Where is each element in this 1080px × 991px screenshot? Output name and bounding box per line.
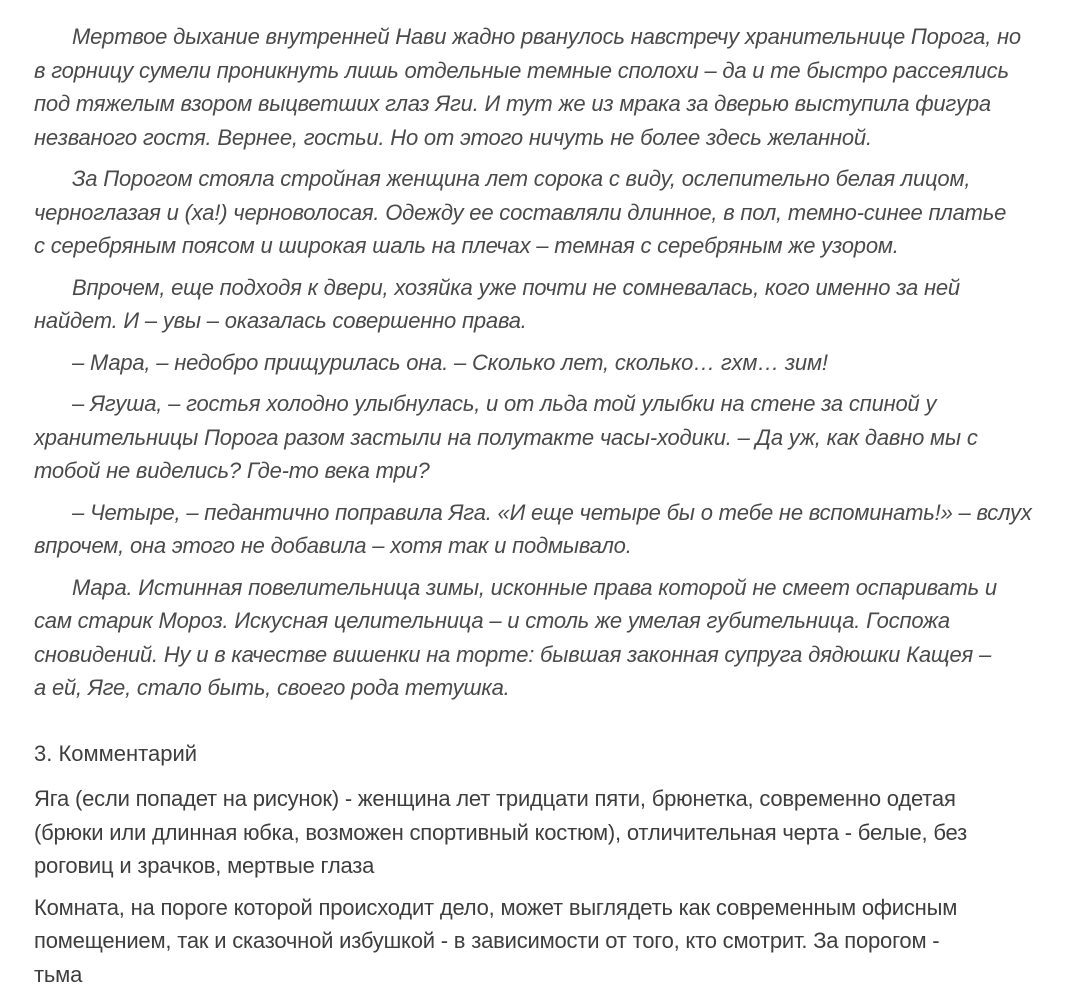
story-line: с серебряным поясом и широкая шаль на плечах – темная с серебряным же узором. [34,229,1080,263]
story-paragraph [34,346,1080,380]
commentary-line: Яга (если попадет на рисунок) - женщина лет тридцати пяти, брюнетка, современно одетая [34,782,1080,816]
story-line: тобой не виделись? Где-то века три? [34,454,1080,488]
story-paragraph [34,20,1080,154]
story-paragraph [34,271,1080,338]
commentary-line: тьма [34,958,1080,991]
story-line: а ей, Яге, стало быть, своего рода тетушка. [34,671,1080,705]
commentary-line: (брюки или длинная юбка, возможен спортивный костюм), отличительная черта - белые, без [34,816,1080,850]
story-excerpt [34,20,1080,705]
story-line: – Мара, – недобро прищурилась она. – Сколько лет, сколько… гхм… зим! [34,346,1080,380]
story-paragraph [34,571,1080,705]
commentary-paragraph [34,891,1080,991]
story-line: сам старик Мороз. Искусная целительница – и столь же умелая губительница. Госпожа [34,604,1080,638]
story-line: под тяжелым взором выцветших глаз Яги. И тут же из мрака за дверью выступила фигура [34,87,1080,121]
story-paragraph [34,387,1080,488]
story-line: Мара. Истинная повелительница зимы, исконные права которой не смеет оспаривать и [34,571,1080,605]
story-line: хранительницы Порога разом застыли на полутакте часы-ходики. – Да уж, как давно мы с [34,421,1080,455]
commentary-line: помещением, так и сказочной избушкой - в зависимости от того, кто смотрит. За порогом - [34,924,1080,958]
commentary-section [34,737,1080,991]
commentary-line: роговиц и зрачков, мертвые глаза [34,849,1080,883]
story-line: – Ягуша, – гостья холодно улыбнулась, и от льда той улыбки на стене за спиной у [34,387,1080,421]
story-line: черноглазая и (ха!) черноволосая. Одежду ее составляли длинное, в пол, темно-синее платье [34,196,1080,230]
story-line: сновидений. Ну и в качестве вишенки на торте: бывшая законная супруга дядюшки Кащея – [34,638,1080,672]
story-paragraph [34,496,1080,563]
story-line: незваного гостя. Вернее, гостьи. Но от этого ничуть не более здесь желанной. [34,121,1080,155]
story-line: Впрочем, еще подходя к двери, хозяйка уже почти не сомневалась, кого именно за ней [34,271,1080,305]
story-line: За Порогом стояла стройная женщина лет сорока с виду, ослепительно белая лицом, [34,162,1080,196]
story-line: в горницу сумели проникнуть лишь отдельные темные сполохи – да и те быстро рассеялись [34,54,1080,88]
commentary-line: Комната, на пороге которой происходит дело, может выглядеть как современным офисным [34,891,1080,925]
commentary-heading: 3. Комментарий [34,737,1080,771]
commentary-paragraph [34,782,1080,883]
story-paragraph [34,162,1080,263]
story-line: впрочем, она этого не добавила – хотя так и подмывало. [34,529,1080,563]
story-line: Мертвое дыхание внутренней Нави жадно рванулось навстречу хранительнице Порога, но [34,20,1080,54]
story-line: – Четыре, – педантично поправила Яга. «И еще четыре бы о тебе не вспоминать!» – вслух [34,496,1080,530]
story-line: найдет. И – увы – оказалась совершенно права. [34,304,1080,338]
